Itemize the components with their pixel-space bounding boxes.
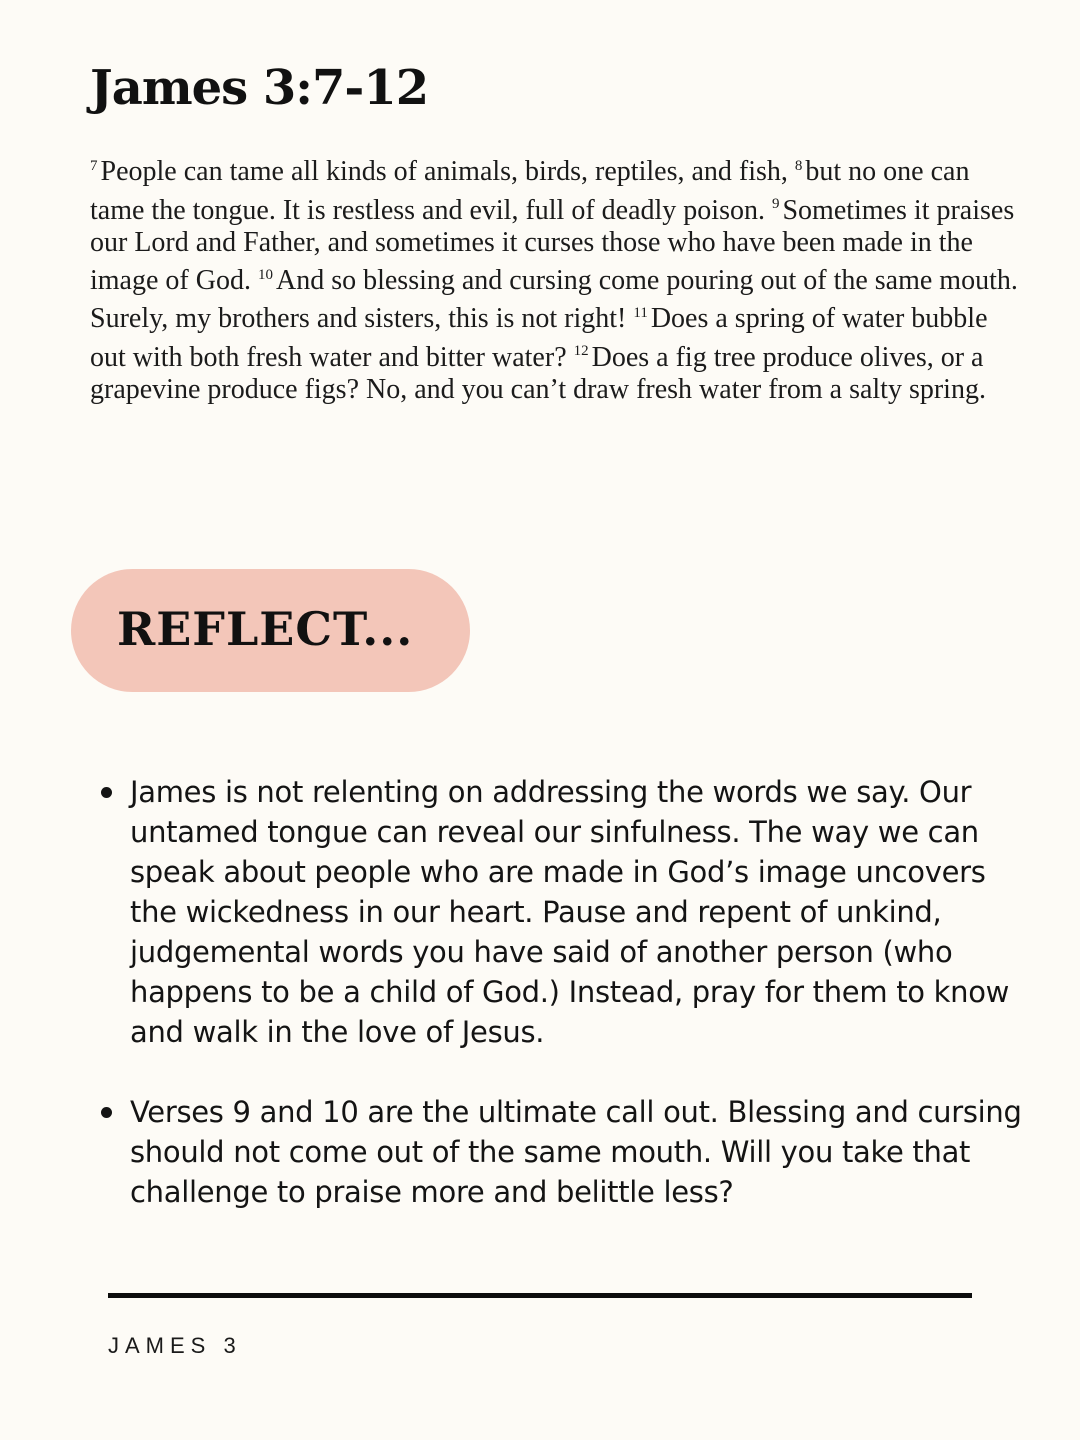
verse (90, 156, 795, 187)
reflection-text: Verses 9 and 10 are the ultimate call out. Blessing and cursing should not come out of the same mouth. Will you take that challenge to praise more and belittle less? (130, 1095, 1022, 1209)
bullet-dot-icon (101, 1107, 112, 1118)
verse-text: People can tame all kinds of animals, birds, reptiles, and fish, (100, 156, 795, 188)
verse-text: Sometimes it praises our Lord and Father, and sometimes it curses those who have been made in the image of God. (90, 194, 1015, 296)
verse-number: 8 (794, 158, 803, 174)
bullet-dot-icon (101, 787, 112, 798)
list-item (0, 772, 1080, 1052)
verse-text: Does a spring of water bubble out with both fresh water and bitter water? (90, 303, 988, 373)
verse-number: 9 (771, 196, 780, 213)
verse-number: 11 (633, 304, 648, 321)
verse-number: 12 (573, 343, 589, 360)
verse-number: 7 (90, 158, 98, 174)
list-item (0, 1092, 1080, 1212)
footer-label: JAMES 3 (108, 1333, 242, 1358)
verse-number: 10 (257, 266, 273, 283)
reflect-badge (71, 569, 470, 692)
page-title: James 3:7-12 (90, 60, 429, 116)
scripture-passage (90, 150, 1030, 406)
verse-text: but no one can tame the tongue. It is restless and evil, full of deadly poison. (90, 156, 970, 226)
reflect-heading: REFLECT... (117, 602, 414, 656)
verse-text: And so blessing and cursing come pouring out of the same mouth. Surely, my brothers and sisters, this is not right! (90, 264, 1018, 335)
footer-divider (108, 1293, 972, 1298)
reflection-text: James is not relenting on addressing the words we say. Our untamed tongue can reveal our sinfulness. The way we can speak about people who are made in God’s image uncovers the wickedness in our heart. Pause and repent of unkind, judgemental words you have said of another person (who happens to be a child of God.) Instead, pray for them to know and walk in the love of Jesus. (130, 775, 1010, 1049)
reflection-list (0, 772, 1080, 1212)
verse-text: Does a fig tree produce olives, or a grapevine produce figs? No, and you can’t draw fresh water from a salty spring. (90, 341, 986, 405)
